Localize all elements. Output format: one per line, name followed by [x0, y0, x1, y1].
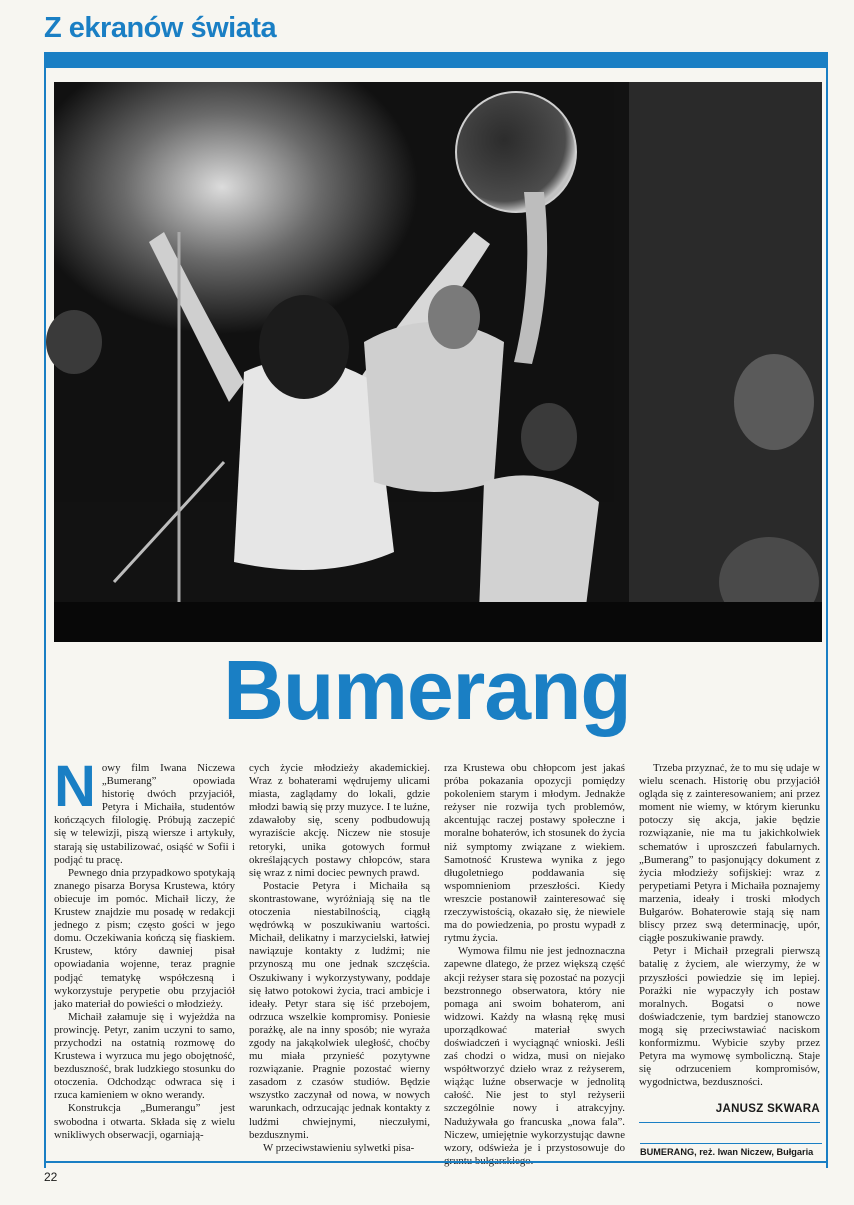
author-name: JANUSZ SKWARA: [715, 1103, 820, 1116]
balloon-shape: [456, 92, 576, 212]
film-credit: BUMERANG, reż. Iwan Niczew, Bułgaria: [640, 1143, 822, 1157]
paragraph: Michaił załamuje się i wyjeżdża na prowincję. Petyr, zanim uczyni to samo, przychodzi na ostatnią rozmowę do Krustewa i wyrzuca mu jego obojętność, bezduszność, brak ludzkiego stosunku do otoczenia. Odchodząc odwraca się i rzuca kamieniem w okno werandy.: [54, 1010, 235, 1102]
article-body: [54, 754, 820, 1167]
background-figure: [46, 310, 102, 374]
second-dancer: [364, 322, 504, 492]
paragraph: Trzeba przyznać, że to mu się udaje w wielu scenach. Historię obu przyjaciół ogląda się z zainteresowaniem; ani przez moment nie wiemy, w którym kierunku potoczy się akcja, jakie będzie rozwiązanie, nie ma tu jakichkolwiek schematów i uproszczeń fabularnych. „Bumerang” to pasjonujący dokument z życia młodzieży sofijskiej: wraz z perypetiami Petyra i Michaiła poznajemy marzenia, ideały i troski młodych Bułgarów. Bohaterowie stają się nam bliscy przez swą determinację, upór, ciągłe poszukiwanie prawdy.: [639, 762, 820, 945]
drop-cap: N: [54, 754, 96, 819]
paragraph: Konstrukcja „Bumerangu” jest swobodna i otwarta. Składa się z wielu wnikliwych obserwacji, ogarniają-: [54, 1102, 235, 1141]
article-column-3: [444, 762, 625, 1168]
article-column-1: [54, 754, 235, 1168]
foreground-shadow: [54, 602, 822, 642]
page-number: 22: [44, 1170, 58, 1184]
paragraph: cych życie młodzieży akademickiej. Wraz z bohaterami wędrujemy ulicami miasta, zaglądamy do lokali, gdzie młodzi bawią się przy muzyce. I te luźne, zdawałoby się, sceny podbudowują wyraziście akcję. Niczew nie stosuje retoryki, unika gotowych formuł określających postawy chłopców, stara się wraz z nimi dociec pewnych prawd.: [249, 762, 430, 879]
photo-illustration: [54, 82, 822, 642]
film-still-photo: [54, 82, 822, 642]
paragraph: Wymowa filmu nie jest jednoznaczna zapewne dlatego, że przez większą część akcji reżyser stara się pozostać na pozycji bezstronnego obserwatora, który nie pomaga ani swoim bohaterom, ani widzowi. Każdy na własną rękę musi uporządkować materiał swych doświadczeń i wyciągnąć wnioski. Jeśli zaś chodzi o widza, musi on niejako współtworzyć dzieło wraz z reżyserem, wiążąc luźne obserwacje w jednolitą całość. Nie jest to styl reżyserii szczególnie nowy i atrakcyjny. Nadużywała go francuska „nowa fala”. Niczew, umiejętnie wykorzystując dawne wzory, odświeża je i przystosowuje do gruntu bułgarskiego.: [444, 945, 625, 1167]
paragraph: Nowy film Iwana Niczewa „Bumerang” opowiada historię dwóch przyjaciół, Petyra i Michaiła, studentów kończących filologię. Próbują zaczepić się w telewizji, piszą wiersze i artykuły, starają się ustabilizować, osiąść w Sofii i podjąć tu pracę.: [54, 754, 235, 866]
spectator-face: [734, 354, 814, 450]
paragraph: Pewnego dnia przypadkowo spotykają znanego pisarza Borysa Krustewa, który obiecuje im pomóc. Michaił liczy, że Krustew znajdzie mu posadę w redakcji jednego z pism; często gości w jego domu. Oczekiwania kończą się fiaskiem. Krustew, który dawniej pisał opowiadania wojenne, teraz pragnie podjąć tematykę współczesną i wykorzystuje perypetie obu przyjaciół jako materiał do powieści o młodzieży.: [54, 866, 235, 1010]
top-color-bar: [44, 52, 828, 68]
paragraph: Petyr i Michaił przegrali pierwszą batalię z życiem, ale wierzymy, że w przyszłości powiedzie się im lepiej. Porażki nie wypaczyły ich postaw moralnych. Bogatsi o nowe doświadczenie, tym bardziej stanowczo mogą się przeciwstawiać naciskom konformizmu. Wybicie szyby przez Petyra ma wymowę symboliczną. Staje się odrzuceniem kompromisów, wygodnictwa, bezduszności.: [639, 945, 820, 1089]
article-column-2: [249, 762, 430, 1168]
section-title: Z ekranów świata: [44, 12, 277, 44]
author-rule: [639, 1122, 820, 1123]
article-headline: Bumerang: [223, 643, 631, 737]
paragraph: W przeciwstawieniu sylwetki pisa-: [263, 1141, 415, 1154]
bottom-rule: [44, 1161, 828, 1163]
article-column-4: [639, 762, 820, 1168]
paragraph: Postacie Petyra i Michaiła są skontrastowane, wyróżniają się na tle otoczenia niestabilnością, ciągłą wędrówką w poszukiwaniu wartości. Michaił, delikatny i marzycielski, łatwiej nawiązuje kontakty z ludźmi; nie przynoszą mu one jednak szczęścia. Oszukiwany i wykorzystywany, poddaje się łatwo potokowi życia, traci ambicje i ideały. Petyr stara się iść przebojem, odrzuca wszelkie kompromisy. Poniesie porażkę, ale na inny sposób; nie wyraża zgody na jakąkolwiek uległość, choćby mu miała przynieść pozytywne rozwiązanie. Pragnie pozostać wierny zasadom z czasów studiów. Będzie wszystko zaczynał od nowa, w nowych warunkach, odrzucając jednak kontakty z ludźmi chwiejnymi, nieczułymi, bezdusznymi.: [249, 879, 430, 1141]
dancer-head: [259, 295, 349, 399]
paragraph: rza Krustewa obu chłopcom jest jakaś próba pokazania opozycji pomiędzy pokoleniem starym i młodym. Jednakże reżyser nie rozwija tych problemów, akcentując raczej postawy społeczne i moralne bohaterów, ich stosunek do życia niż symptomy związane z wiekiem. Samotność Krustewa wynika z jego długoletniego poddawania się wspomnieniom przeszłości. Kiedy wreszcie postanowił zainteresować się rzeczywistością, okazało się, że niewiele ma do powiedzenia, po prostu wypadł z rytmu życia.: [444, 762, 625, 945]
second-dancer-head: [428, 285, 480, 349]
girl-head: [521, 403, 577, 471]
